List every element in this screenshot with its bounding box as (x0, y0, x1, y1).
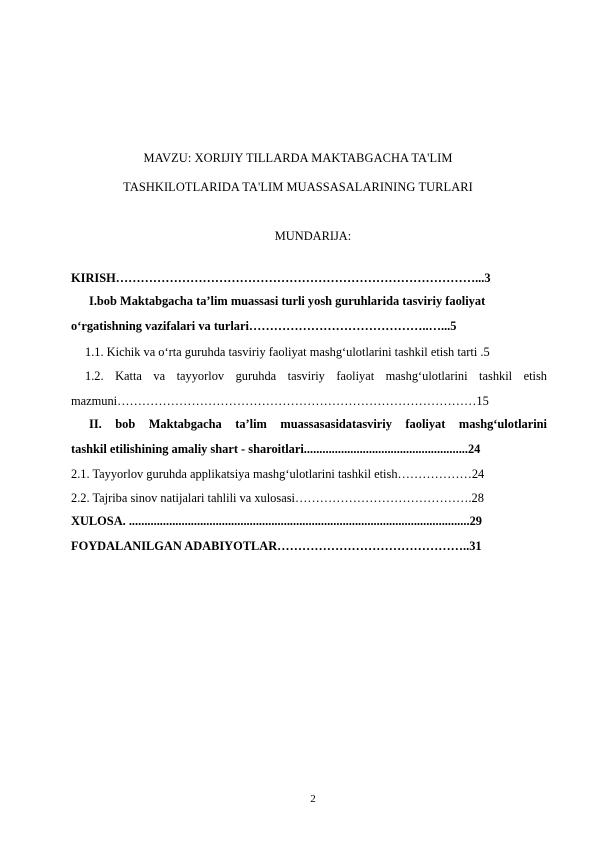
toc-entry-adabiyotlar: FOYDALANILGAN ADABIYOTLAR………………………………………..31 (71, 539, 482, 553)
toc-entry-2-1: 2.1. Tayyorlov guruhda applikatsiya mashg‘ulotlarini tashkil etish………………24 (71, 467, 485, 481)
toc-entry-1-2-cont: mazmuni……………………………………………………………………………15 (71, 394, 489, 408)
toc-entry-chapter-2-title: II. bob Maktabgacha ta’lim muassasasidatasviriy faoliyat mashg‘ulotlarini (89, 417, 547, 431)
toc-entry-kirish: KIRISH……………………………………………………………………………...3 (71, 271, 491, 285)
toc-entry-chapter-1-title-cont: o‘rgatishning vazifalari va turlari……………………………………..…...5 (71, 319, 457, 333)
page-number: 2 (310, 793, 316, 805)
toc-entry-chapter-1-title: I.bob Maktabgacha ta’lim muassasi turli yosh guruhlarida tasviriy faoliyat (89, 294, 486, 308)
title-line-2: TASHKILOTLARIDA TA'LIM MUASSASALARINING TURLARI (123, 180, 473, 194)
title-line-1: MAVZU: XORIJIY TILLARDA MAKTABGACHA TA'LIM (143, 151, 453, 165)
toc-entry-1-2: 1.2. Katta va tayyorlov guruhda tasviriy faoliyat mashg‘ulotlarini tashkil etish (85, 369, 547, 383)
toc-heading: MUNDARIJA: (274, 229, 352, 243)
toc-entry-2-2: 2.2. Tajriba sinov natijalari tahlili va xulosasi…………………………………….28 (71, 491, 484, 505)
toc-entry-1-1: 1.1. Kichik va o‘rta guruhda tasviriy faoliyat mashg‘ulotlarini tashkil etish tarti .5 (85, 345, 490, 359)
toc-entry-chapter-2-title-cont: tashkil etilishining amaliy shart - sharoitlari.....................................................24 (71, 442, 481, 456)
toc-entry-xulosa: XULOSA. ..............................................................................................................29 (71, 514, 482, 528)
